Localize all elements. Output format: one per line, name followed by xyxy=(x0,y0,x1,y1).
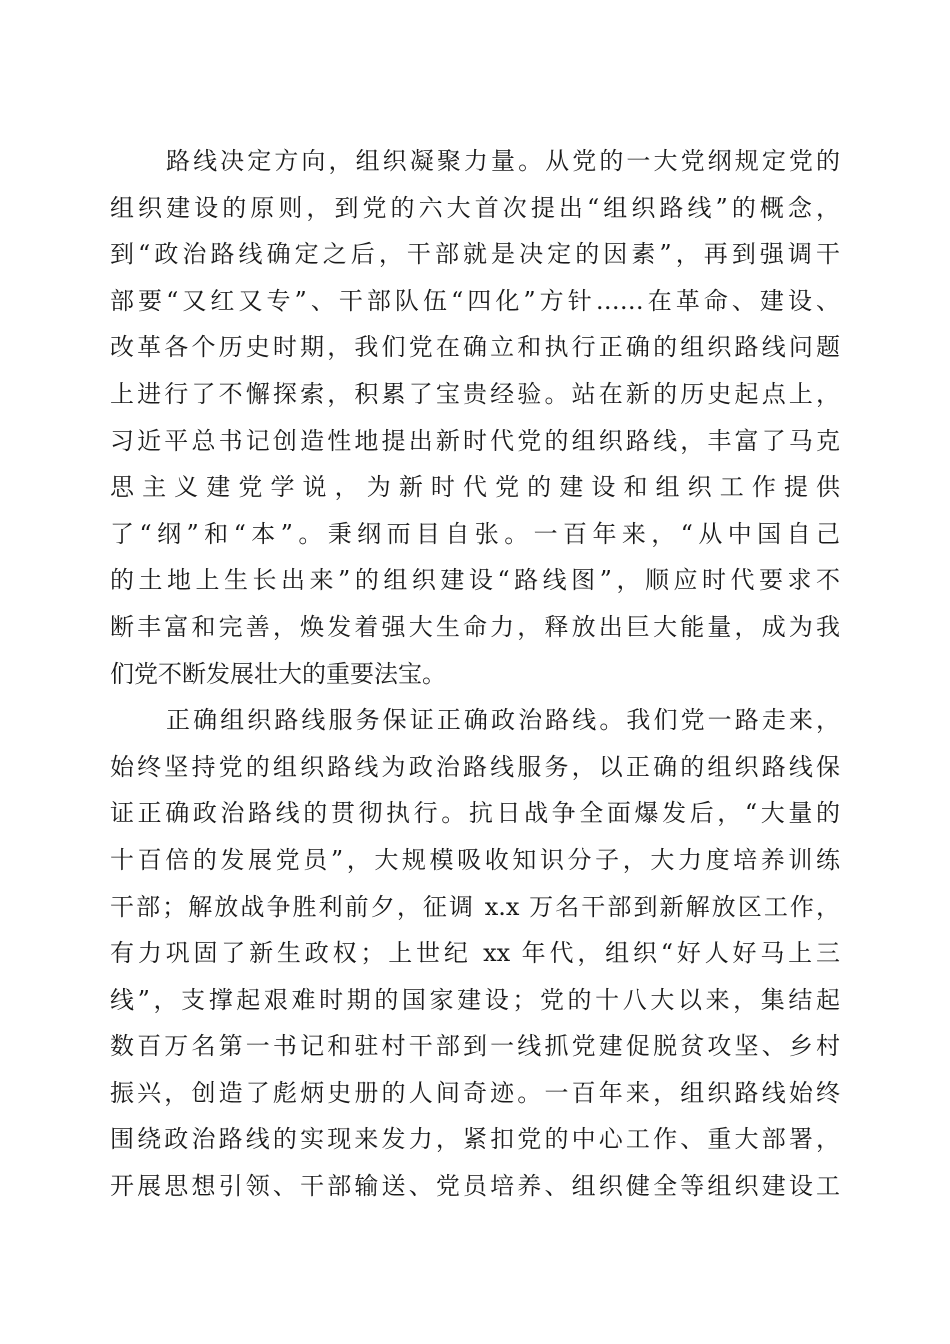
paragraph-line: 围绕政治路线的实现来发力，紧扣党的中心工作、重大部署， xyxy=(110,1125,840,1154)
paragraph-line: 改革各个历史时期，我们党在确立和执行正确的组织路线问题 xyxy=(110,333,840,362)
paragraph-line: 数百万名第一书记和驻村干部到一线抓党建促脱贫攻坚、乡村 xyxy=(110,1032,840,1061)
paragraph-line: 到“政治路线确定之后，干部就是决定的因素”，再到强调干 xyxy=(110,240,840,269)
paragraph-line: 有力巩固了新生政权；上世纪 xx 年代，组织“好人好马上三 xyxy=(110,939,840,968)
paragraph-line: 习近平总书记创造性地提出新时代党的组织路线，丰富了马克 xyxy=(110,426,840,455)
paragraph-line: 们党不断发展壮大的重要法宝。 xyxy=(110,659,446,688)
paragraph-line: 线”，支撑起艰难时期的国家建设；党的十八大以来，集结起 xyxy=(110,985,840,1014)
paragraph-line: 十百倍的发展党员”，大规模吸收知识分子，大力度培养训练 xyxy=(110,845,840,874)
paragraph-organization-route xyxy=(110,138,840,697)
paragraph-line: 证正确政治路线的贯彻执行。抗日战争全面爆发后，“大量的 xyxy=(110,799,840,828)
paragraph-political-route xyxy=(110,697,840,1210)
paragraph-line: 的土地上生长出来”的组织建设“路线图”，顺应时代要求不 xyxy=(110,566,840,595)
paragraph-line: 开展思想引领、干部输送、党员培养、组织健全等组织建设工 xyxy=(110,1172,840,1201)
paragraph-line: 上进行了不懈探索，积累了宝贵经验。站在新的历史起点上， xyxy=(110,379,840,408)
paragraph-line: 组织建设的原则，到党的六大首次提出“组织路线”的概念， xyxy=(110,193,840,222)
paragraph-line: 了“纲”和“本”。秉纲而目自张。一百年来，“从中国自己 xyxy=(110,519,840,548)
paragraph-line: 始终坚持党的组织路线为政治路线服务，以正确的组织路线保 xyxy=(110,752,840,781)
paragraph-line: 思主义建党学说，为新时代党的建设和组织工作提供 xyxy=(110,473,840,502)
document-body xyxy=(110,138,840,1210)
paragraph-line: 路线决定方向，组织凝聚力量。从党的一大党纲规定党的 xyxy=(166,147,840,175)
paragraph-line: 振兴，创造了彪炳史册的人间奇迹。一百年来，组织路线始终 xyxy=(110,1078,840,1107)
paragraph-line: 部要“又红又专”、干部队伍“四化”方针……在革命、建设、 xyxy=(110,286,840,315)
paragraph-line: 干部；解放战争胜利前夕，征调 x.x 万名干部到新解放区工作， xyxy=(110,892,840,921)
paragraph-line: 正确组织路线服务保证正确政治路线。我们党一路走来， xyxy=(166,706,840,735)
paragraph-line: 断丰富和完善，焕发着强大生命力，释放出巨大能量，成为我 xyxy=(110,612,840,641)
